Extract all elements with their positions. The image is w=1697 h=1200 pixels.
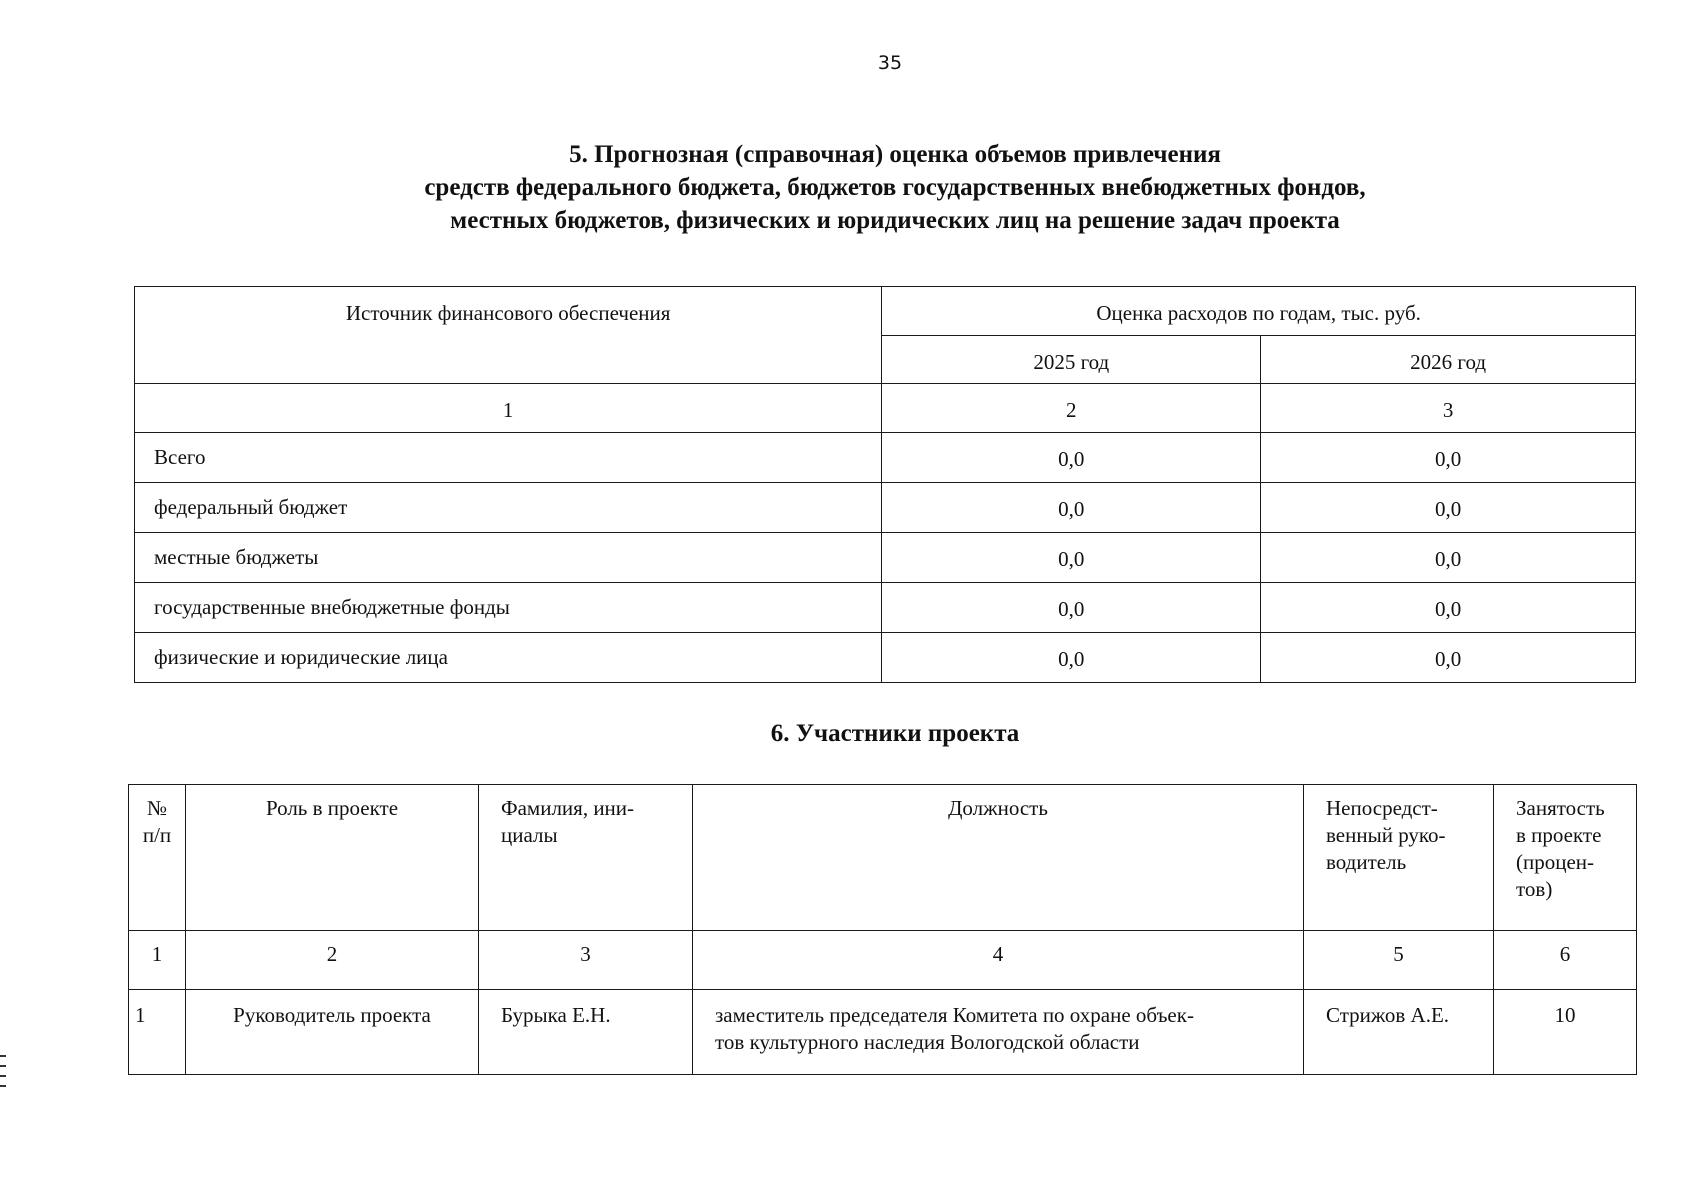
value-2025: 0,0 <box>882 483 1261 533</box>
source-label: местные бюджеты <box>135 533 882 583</box>
participant-manager: Стрижов А.Е. <box>1304 990 1494 1075</box>
header-employment-line: в проекте <box>1516 823 1602 847</box>
value-2025: 0,0 <box>882 433 1261 483</box>
header-name-line: циалы <box>501 823 558 847</box>
column-number: 2 <box>882 384 1261 433</box>
value-2025: 0,0 <box>882 633 1261 683</box>
participant-position <box>693 990 1304 1075</box>
participant-name: Бурыка Е.Н. <box>479 990 693 1075</box>
table-row <box>135 433 1636 483</box>
column-number: 3 <box>1261 384 1636 433</box>
source-label: государственные внебюджетные фонды <box>135 583 882 633</box>
page-number: 35 <box>877 52 903 74</box>
section-6-title <box>120 717 1670 750</box>
table-header-row <box>135 287 1636 336</box>
header-employment <box>1494 785 1637 931</box>
participant-role: Руководитель проекта <box>186 990 479 1075</box>
section-5-title-line: 5. Прогнозная (справочная) оценка объемов привлечения <box>569 141 1221 168</box>
header-role: Роль в проекте <box>186 785 479 931</box>
value-2026: 0,0 <box>1261 433 1636 483</box>
header-year-2026: 2026 год <box>1261 336 1636 384</box>
table-row <box>135 633 1636 683</box>
header-position: Должность <box>693 785 1304 931</box>
source-label: Всего <box>135 433 882 483</box>
value-2026: 0,0 <box>1261 533 1636 583</box>
value-2025: 0,0 <box>882 533 1261 583</box>
column-number: 1 <box>129 931 186 990</box>
participant-number: 1 <box>129 990 186 1075</box>
column-number: 2 <box>186 931 479 990</box>
header-manager-line: водитель <box>1326 850 1407 874</box>
table-row <box>129 990 1637 1075</box>
header-year-2025: 2025 год <box>882 336 1261 384</box>
header-name <box>479 785 693 931</box>
header-manager-line: Непосредст- <box>1326 796 1438 820</box>
participant-position-line: заместитель председателя Комитета по охране объек- <box>715 1003 1194 1027</box>
header-employment-line: тов) <box>1516 877 1553 901</box>
column-number-row <box>129 931 1637 990</box>
participant-employment: 10 <box>1494 990 1637 1075</box>
header-manager <box>1304 785 1494 931</box>
column-number: 1 <box>135 384 882 433</box>
participant-position-line: тов культурного наследия Вологодской области <box>715 1030 1140 1054</box>
source-label: федеральный бюджет <box>135 483 882 533</box>
header-manager-line: венный руко- <box>1326 823 1446 847</box>
header-number-line: п/п <box>142 823 172 847</box>
table-row <box>135 533 1636 583</box>
table-header-row <box>129 785 1637 931</box>
value-2025: 0,0 <box>882 583 1261 633</box>
section-6-title-line: 6. Участники проекта <box>770 720 1020 747</box>
value-2026: 0,0 <box>1261 483 1636 533</box>
table-row <box>135 583 1636 633</box>
header-name-line: Фамилия, ини- <box>501 796 635 820</box>
column-number: 5 <box>1304 931 1494 990</box>
project-participants-table <box>128 784 1637 1075</box>
header-employment-line: Занятость <box>1516 796 1605 820</box>
header-number-line: № <box>146 796 168 820</box>
column-number: 4 <box>693 931 1304 990</box>
header-employment-line: (процен- <box>1516 850 1595 874</box>
column-number-row <box>135 384 1636 433</box>
value-2026: 0,0 <box>1261 583 1636 633</box>
value-2026: 0,0 <box>1261 633 1636 683</box>
column-number: 3 <box>479 931 693 990</box>
section-5-title <box>120 138 1670 237</box>
header-estimate: Оценка расходов по годам, тыс. руб. <box>882 287 1636 336</box>
table-row <box>135 483 1636 533</box>
scan-margin-marks <box>0 1055 8 1095</box>
source-label: физические и юридические лица <box>135 633 882 683</box>
header-source: Источник финансового обеспечения <box>135 287 882 384</box>
section-5-title-line: местных бюджетов, физических и юридических лиц на решение задач проекта <box>450 207 1340 234</box>
funding-estimate-table <box>134 286 1636 683</box>
section-5-title-line: средств федерального бюджета, бюджетов государственных внебюджетных фондов, <box>424 174 1366 201</box>
header-number <box>129 785 186 931</box>
column-number: 6 <box>1494 931 1637 990</box>
